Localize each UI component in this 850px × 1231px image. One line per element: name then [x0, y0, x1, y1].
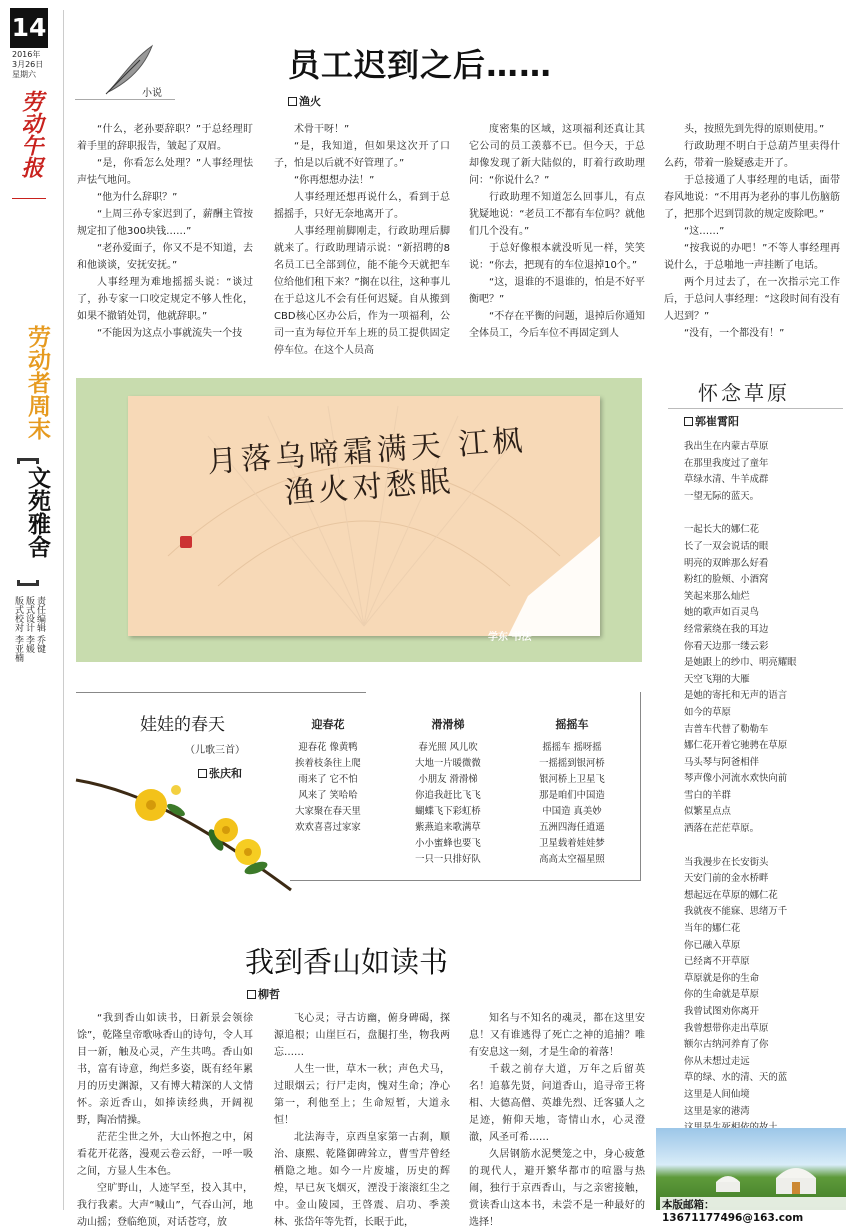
paragraph: “按我说的办吧！”不等人事经理再说什么，于总啪地一声挂断了电话。 — [664, 243, 840, 271]
contact-email[interactable]: 本版邮箱：13671177496@163.com — [660, 1197, 850, 1224]
story2-col1 — [77, 1010, 253, 1228]
stanza — [684, 855, 844, 1154]
poem-line: 当年的娜仁花 — [684, 923, 741, 935]
section-title: 劳动者周末 — [24, 325, 50, 440]
poem-line: 长了一双会说话的眼 — [684, 540, 769, 552]
poem-line: 你从未想过走远 — [684, 1055, 750, 1067]
paragraph: “他为什么辞职？” — [97, 192, 178, 203]
poem-line: 是她跟上的纱巾、明亮耀眼 — [684, 657, 797, 669]
poem-line: 风来了 笑哈哈 — [298, 790, 358, 801]
poem-line: 当我漫步在长安街头 — [684, 856, 769, 868]
paragraph: 千载之前存大道，万年之后留英名！追慕先贤，问道香山，追寻帝王将相、大德高僧、英雄先烈、迁客骚人之足迹，俯仰天地，寄情山水，心灵澄澈，风圣可希…… — [469, 1064, 645, 1143]
story1-col2 — [274, 121, 450, 356]
poem-line: 你已融入草原 — [684, 939, 741, 951]
poems-byline: 张庆和 — [198, 765, 242, 781]
paragraph: “上周三孙专家迟到了，薪酬主管按规定扣了他300块钱……” — [77, 209, 253, 237]
paragraph: 行政助理不知道怎么回事儿，有点犹疑地说：“老员工不都有车位吗？就他们几个没有。” — [469, 192, 645, 237]
paragraph: 术骨干呀！” — [294, 124, 350, 135]
left-divider — [63, 10, 64, 1210]
poem-line: 明亮的双眸那么好看 — [684, 557, 769, 569]
poem-line: 大地一片暖微微 — [415, 758, 481, 769]
poem-line: 一只一只排好队 — [415, 854, 481, 865]
poem2 — [388, 716, 508, 868]
paragraph: “不能因为这点小事就流失一个技 — [97, 328, 243, 339]
poem-line: 你看天边那一缕云彩 — [684, 640, 769, 652]
poem-line: 一起长大的娜仁花 — [684, 524, 760, 536]
poem-line: 这里是人间仙境 — [684, 1088, 750, 1100]
poem-line: 挨着枝条往上爬 — [295, 758, 361, 769]
story1-col3 — [469, 121, 645, 347]
calligraphy-text: 月落乌啼霜满天 江枫渔火对愁眠 — [206, 422, 528, 511]
poem-line: 大家聚在春天里 — [295, 806, 361, 817]
red-seal — [180, 536, 192, 548]
poem-line: 笑起来那么灿烂 — [684, 590, 750, 602]
paragraph: 茫茫尘世之外，大山怀抱之中，闲看花开花落，漫观云卷云舒，一呼一吸之间，方显人生本色。 — [77, 1132, 253, 1177]
poem-line: 粉红的脸颊、小酒窝 — [684, 574, 769, 586]
poem-line: 迎春花 像黄鸭 — [298, 742, 358, 753]
column-title: 文苑雅舍 — [24, 466, 50, 558]
story1-col1 — [77, 121, 253, 347]
paragraph: “这，退谁的不退谁的，怕是不好平衡吧？” — [469, 277, 645, 305]
poem-line: 在那里我度过了童年 — [684, 457, 769, 469]
poem-line: 如今的草原 — [684, 706, 731, 718]
paragraph: “我到香山如读书，日新景会领徐馀”，乾隆皇帝歌咏香山的诗句，令人耳目一新，触及心灵，产生共鸣。香山如书，富有诗意，绚烂多姿，既有经年累月的历史渊源，又有博大精深的人文情怀。亲近香山，如捧读经典，开阔视野，陶冶情操。 — [77, 1013, 253, 1126]
credit-editor: 责任编辑 乔键 — [35, 596, 45, 653]
poem-line: 五洲四海任逍遥 — [539, 822, 605, 833]
grassland-title-rule — [668, 408, 843, 409]
paragraph: 北法海寺，京西皇家第一古刹，顺治、康熙、乾隆御碑耸立，曹雪芹曾经栖隐之地。如今一片废墟，历史的辉煌，早已灰飞烟灭，湮没于滚滚红尘之中。金山陵园，王啓震、启功、季羡林、张岱年等先哲，长眠于此， — [274, 1132, 450, 1228]
paper-name-underline — [12, 198, 46, 199]
poem-line: 这里是家的港湾 — [684, 1105, 750, 1117]
paragraph: 于总接通了人事经理的电话，面带春风地说：“不用再为老孙的事儿伤脑筋了，把那个迟到罚款的规定废除吧。” — [664, 175, 840, 220]
poem-line: 中国造 真美妙 — [542, 806, 602, 817]
story1-col4 — [664, 121, 840, 347]
column-bracket-top — [17, 458, 39, 464]
paragraph: 知名与不知名的魂灵，都在这里安息！又有谁逃得了死亡之神的追捕？唯有安息这一刻，才是生命的着落！ — [469, 1013, 645, 1058]
story1-byline: 渔火 — [288, 93, 321, 109]
paragraph: “没有，一个都没有！” — [684, 328, 785, 339]
poem-line: 雪白的羊群 — [684, 789, 731, 801]
date-weekday: 星期六 — [12, 70, 36, 79]
poem-line: 似繁星点点 — [684, 806, 731, 818]
calligraphy-fan — [128, 396, 600, 636]
poem-line: 那是咱们中国造 — [539, 790, 605, 801]
poems-title: 娃娃的春天 — [140, 715, 225, 735]
paragraph: 头，按照先到先得的原则使用。” — [684, 124, 825, 135]
date-block — [12, 50, 62, 80]
credit-design: 版式设计 李媛 — [24, 596, 34, 653]
poem-line: 是她的寄托和无声的语言 — [684, 690, 788, 702]
poem-line: 天空飞翔的大雁 — [684, 673, 750, 685]
paragraph: 人事经理还想再说什么，看到于总摇摇手，只好无奈地离开了。 — [274, 192, 450, 220]
story2-title: 我到香山如读书 — [245, 945, 449, 979]
poems-subtitle: （儿歌三首） — [185, 745, 245, 756]
story2-col2 — [274, 1010, 450, 1228]
poem1-lines — [268, 740, 388, 836]
poem1 — [268, 716, 388, 836]
paragraph: 于总好像根本就没听见一样，笑笑说：“你去，把现有的车位退掉10个。” — [469, 243, 645, 271]
genre-underline — [75, 99, 175, 100]
page-number-box: 14 — [10, 8, 48, 48]
poem-line: 琴声像小河流水欢快向前 — [684, 773, 788, 785]
poem-line: 卫星载着娃娃梦 — [539, 838, 605, 849]
poem-line: 春光照 风儿吹 — [418, 742, 478, 753]
paragraph: “你再想想办法！” — [294, 175, 375, 186]
date-year: 2016年 — [12, 50, 41, 59]
poem-line: 额尔古纳河养育了你 — [684, 1039, 769, 1051]
poem-line: 雨来了 它不怕 — [298, 774, 358, 785]
paragraph: “不存在平衡的问题，退掉后你通知全体员工，今后车位不再固定到人 — [469, 311, 645, 339]
poem-line: 摇摇车 摇呀摇 — [542, 742, 602, 753]
poem3-title: 摇摇车 — [555, 718, 589, 731]
paragraph: 久居钢筋水泥樊笼之中，身心疲惫的现代人，避开繁华都市的喧嚣与热闹，独行于京西香山，与之亲密接触，赏读香山这本书，未尝不是一种最好的选择！ — [469, 1149, 645, 1228]
poem-line: 我曾想带你走出草原 — [684, 1022, 769, 1034]
paragraph: “是，你看怎么处理？”人事经理怯声怯气地问。 — [77, 158, 253, 186]
grassland-poem — [684, 439, 844, 1129]
poem-line: 蝴蝶飞下彩虹桥 — [415, 806, 481, 817]
paragraph: 行政助理不明白于总葫芦里卖得什么药，带着一脸疑惑走开了。 — [664, 141, 840, 169]
column-bracket-bottom — [17, 580, 39, 586]
credit-proof: 版式校对 李亚楠 — [13, 596, 23, 662]
poem-line: 银河桥上卫星飞 — [539, 774, 605, 785]
story2-col3 — [469, 1010, 645, 1228]
poem-line: 经常萦绕在我的耳边 — [684, 623, 769, 635]
winter-jasmine-branch — [76, 760, 296, 900]
paragraph: “是，我知道，但如果这次开了口子，怕是以后就不好管理了。” — [274, 141, 450, 169]
poem-line: 我曾试图劝你离开 — [684, 1006, 760, 1017]
poem-line: 一摇摇到银河桥 — [539, 758, 605, 769]
poem-line: 我就夜不能寐、思绪万千 — [684, 906, 788, 918]
poem-line: 洒落在茫茫草原。 — [684, 823, 760, 835]
poem3-lines — [512, 740, 632, 868]
paragraph: 度密集的区域，这项福利还真让其它公司的员工羡慕不已。但今天，于总却像发现了新大陆似的，盯着行政助理问：“你说什么？” — [469, 124, 645, 186]
poem3 — [512, 716, 632, 868]
paragraph: 人事经理为难地摇摇头说：“谈过了，孙专家一口咬定规定不够人性化，如果不撤销处罚，他就辞职。” — [77, 277, 253, 322]
paragraph: “什么，老孙要辞职？”于总经理盯着手里的辞职报告，皱起了双眉。 — [77, 124, 253, 152]
poem-line: 草原就是你的生命 — [684, 972, 760, 984]
poem-line: 吉普车代替了勒勒车 — [684, 723, 769, 735]
poems-frame-bottom — [290, 880, 641, 881]
poem-line: 小小蜜蜂也要飞 — [415, 838, 481, 849]
paragraph: 人事经理前脚刚走，行政助理后脚就来了。行政助理请示说：“新招聘的8名员工已全部到位，能不能今天就把车位给他们租下来？”搁在以往，这种事儿在于总这儿不会有任何迟疑。自从搬到CBD核心区办公后，作为一项福利，公司一直为每位开车上班的员工提供固定停车位。在这个人员高 — [274, 226, 450, 356]
poem-line: 想起远在草原的娜仁花 — [684, 889, 778, 901]
grassland-title: 怀念草原 — [698, 381, 790, 405]
poems-frame-right — [640, 692, 641, 880]
poem-line: 已经离不开草原 — [684, 956, 750, 968]
poem-line: 我出生在内蒙古草原 — [684, 441, 769, 452]
paragraph: “这……” — [684, 226, 725, 237]
poem-line: 一望无际的蓝天。 — [684, 490, 760, 502]
paragraph: “老孙爱面子，你又不是不知道，去和他谈谈，安抚安抚。” — [77, 243, 253, 271]
poem-line: 娜仁花开着它驰骋在草原 — [684, 740, 788, 752]
paper-name-logo: 劳动午报 — [18, 90, 44, 178]
stanza — [684, 439, 844, 505]
grassland-byline: 郭崔霄阳 — [684, 413, 739, 429]
credits — [12, 596, 45, 676]
poem-line: 天安门前的金水桥畔 — [684, 873, 769, 885]
paragraph: 飞心灵；寻古访幽，俯身碑碣，探源追根；山崖巨石，盘腿打坐，物我两忘…… — [274, 1013, 450, 1058]
story2-byline: 柳哲 — [247, 986, 280, 1002]
story1-title: 员工迟到之后…… — [288, 46, 553, 84]
date-day: 3月26日 — [12, 60, 44, 69]
poem-line: 紫燕追来歌满草 — [415, 822, 481, 833]
genre-label: 小说 — [142, 88, 162, 99]
poem-line: 你追我赶比飞飞 — [415, 790, 481, 801]
poem1-title: 迎春花 — [311, 718, 345, 731]
calligraphy-credit: 学东 书法 — [488, 632, 532, 643]
poem2-title: 滑滑梯 — [431, 718, 465, 731]
stanza — [684, 522, 844, 837]
poem-line: 欢欢喜喜过家家 — [295, 822, 361, 833]
poem2-lines — [388, 740, 508, 868]
paragraph: 两个月过去了，在一次指示完工作后，于总问人事经理：“这段时间有没有人迟到？” — [664, 277, 840, 322]
paragraph: 人生一世，草木一秋；声色犬马，过眼烟云；行尸走肉，愧对生命；净心第一，利他至上；生命短暂，大道永恒！ — [274, 1064, 450, 1126]
poems-frame-top — [76, 692, 366, 693]
poem-line: 她的歌声如百灵鸟 — [684, 607, 760, 619]
poem-line: 草绿水清、牛羊成群 — [684, 474, 769, 486]
paragraph: 空旷野山，人迹罕至，投入其中，我行我素。大声“喊山”，气吞山河，地动山摇；登临绝顶，对话苍穹，放 — [77, 1183, 253, 1228]
poem-line: 马头琴与阿爸相伴 — [684, 756, 760, 768]
poem-line: 草的绿、水的清、天的蓝 — [684, 1072, 788, 1084]
poem-line: 你的生命就是草原 — [684, 989, 760, 1001]
poem-line: 小朋友 滑滑梯 — [418, 774, 478, 785]
poem-line: 高高太空福星照 — [539, 854, 605, 865]
